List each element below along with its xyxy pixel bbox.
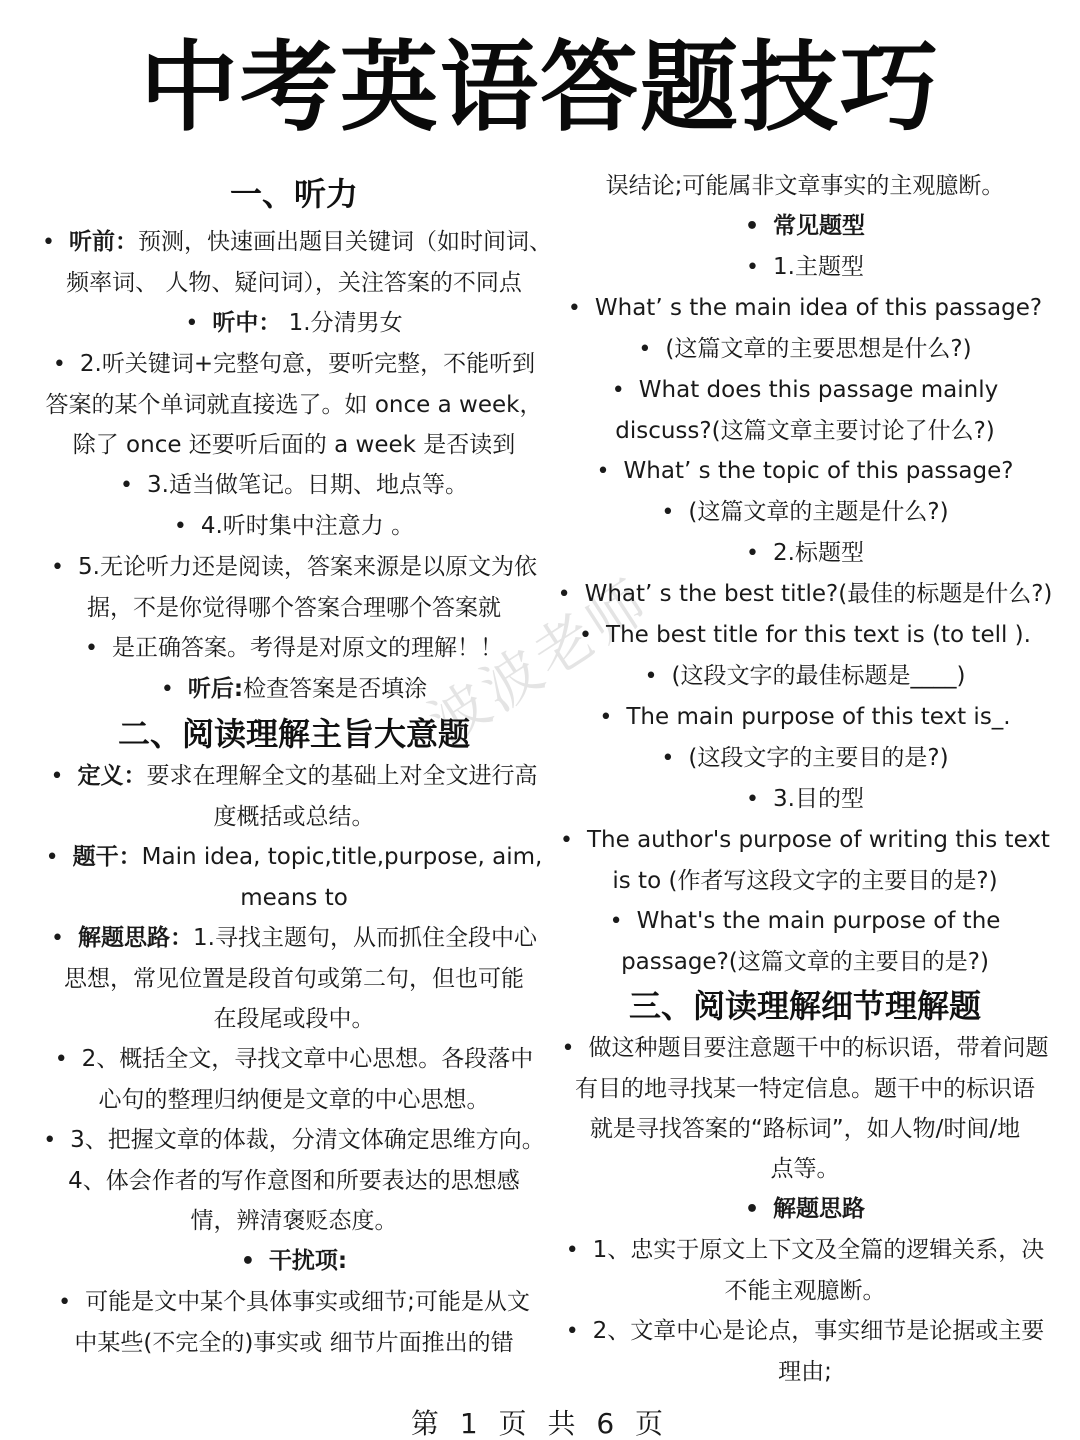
list-item: • The best title for this text is (to tell ). [552,615,1058,656]
list-item: • What's the main purpose of the [552,901,1058,942]
page-title: 中考英语答题技巧 [139,31,940,145]
item-label: 题干： [72,844,142,870]
list-item: • 做这种题目要注意题干中的标识语，带着问题 [552,1028,1058,1069]
list-item: • (这篇文章的主题是什么?) [552,492,1058,533]
item-text: 检查答案是否填涂 [243,676,428,702]
list-item: • (这篇文章的主要思想是什么?) [552,329,1058,370]
list-item [42,222,552,263]
text-line: 就是寻找答案的“路标词”，如人物/时间/地 [589,1116,1021,1142]
list-item [42,669,546,710]
list-item: • What’ s the topic of this passage? [552,451,1058,492]
item-text: 1.分清男女 [281,310,403,336]
section-heading-detail: 三、阅读理解细节理解题 [628,987,981,1025]
item-label: 解题思路： [78,925,194,951]
text-line: 心句的整理归纳便是文章的中心思想。 [98,1087,490,1113]
item-text: 1.寻找主题句，从而抓住全段中心 [193,925,537,951]
item-label: 听后: [187,676,244,702]
list-item: • 2.听关键词+完整句意，要听完整，不能听到 [42,344,546,385]
left-column [42,166,552,1363]
text-line: 度概括或总结。 [213,804,375,830]
list-item: • 解题思路 [552,1189,1058,1230]
item-text: 预测，快速画出题目关键词（如时间词、 [137,229,552,255]
list-item: • 常见题型 [552,206,1058,247]
text-line: 据，不是你觉得哪个答案合理哪个答案就 [87,595,501,621]
text-line: 中某些(不完全的)事实或 细节片面推出的错 [74,1330,514,1356]
section-heading-main-idea: 二、阅读理解主旨大意题 [117,715,470,753]
item-label: 听前： [68,229,138,255]
text-line: 频率词、 人物、疑问词），关注答案的不同点 [66,270,522,296]
list-item: • What does this passage mainly [552,370,1058,411]
item-label: 听中： [212,310,282,336]
watermark: 波波老师 [417,565,663,758]
list-item: • 干扰项: [42,1241,546,1282]
list-item [42,303,546,344]
list-item: • What’ s the main idea of this passage? [552,288,1058,329]
list-item: • 可能是文中某个具体事实或细节;可能是从文 [42,1282,546,1323]
text-line: is to (作者写这段文字的主要目的是?) [612,868,998,894]
list-item [42,837,546,878]
text-line: 不能主观臆断。 [724,1278,886,1304]
text-line: passage?(这篇文章的主要目的是?) [621,949,989,975]
list-item: • 5.无论听力还是阅读，答案来源是以原文为依 [42,547,546,588]
list-item: • 4.听时集中注意力 。 [42,506,546,547]
item-text: Main idea, topic,title,purpose, aim, [141,844,543,870]
list-item: • 2、文章中心是论点，事实细节是论据或主要 [552,1311,1058,1352]
list-item: • (这段文字的最佳标题是____) [552,656,1058,697]
list-item: • The author's purpose of writing this text [552,820,1058,861]
text-line: 误结论;可能属非文章事实的主观臆断。 [605,173,1005,199]
list-item: • The main purpose of this text is_. [552,697,1058,738]
list-item: • 3、把握文章的体裁，分清文体确定思维方向。 [42,1120,546,1161]
list-item: • 3.适当做笔记。日期、地点等。 [42,465,546,506]
list-item: • 是正确答案。考得是对原文的理解！！ [42,628,546,669]
list-item: • 3.目的型 [552,779,1058,820]
list-item: • 2、概括全文，寻找文章中心思想。各段落中 [42,1039,546,1080]
text-line: 理由; [778,1359,832,1385]
text-line: means to [240,885,348,911]
text-line: 点等。 [770,1156,840,1182]
list-item: • 1、忠实于原文上下文及全篇的逻辑关系，决 [552,1230,1058,1271]
text-line: discuss?(这篇文章主要讨论了什么?) [615,418,995,444]
text-line: 在段尾或段中。 [213,1006,375,1032]
list-item: • 2.标题型 [552,533,1058,574]
text-line: 除了 once 还要听后面的 a week 是否读到 [72,432,516,458]
text-line: 情，辨清褒贬态度。 [190,1208,398,1234]
list-item: • 1.主题型 [552,247,1058,288]
text-line: 答案的某个单词就直接选了。如 once a week， [45,392,543,418]
item-text: 要求在理解全文的基础上对全文进行高 [146,763,538,789]
list-item: • What’ s the best title?(最佳的标题是什么?) [552,574,1058,615]
text-line: 思想，常见位置是段首句或第二句，但也可能 [64,966,524,992]
text-line: 4、体会作者的写作意图和所要表达的思想感 [68,1168,520,1194]
right-column [552,166,1058,1392]
list-item [42,918,546,959]
list-item: • (这段文字的主要目的是?) [552,738,1058,779]
section-heading-listening: 一、听力 [229,175,358,213]
list-item [42,756,546,797]
page-footer: 第 1 页 共 6 页 [410,1407,670,1440]
item-label: 定义： [77,763,147,789]
text-line: 有目的地寻找某一特定信息。题干中的标识语 [575,1076,1035,1102]
